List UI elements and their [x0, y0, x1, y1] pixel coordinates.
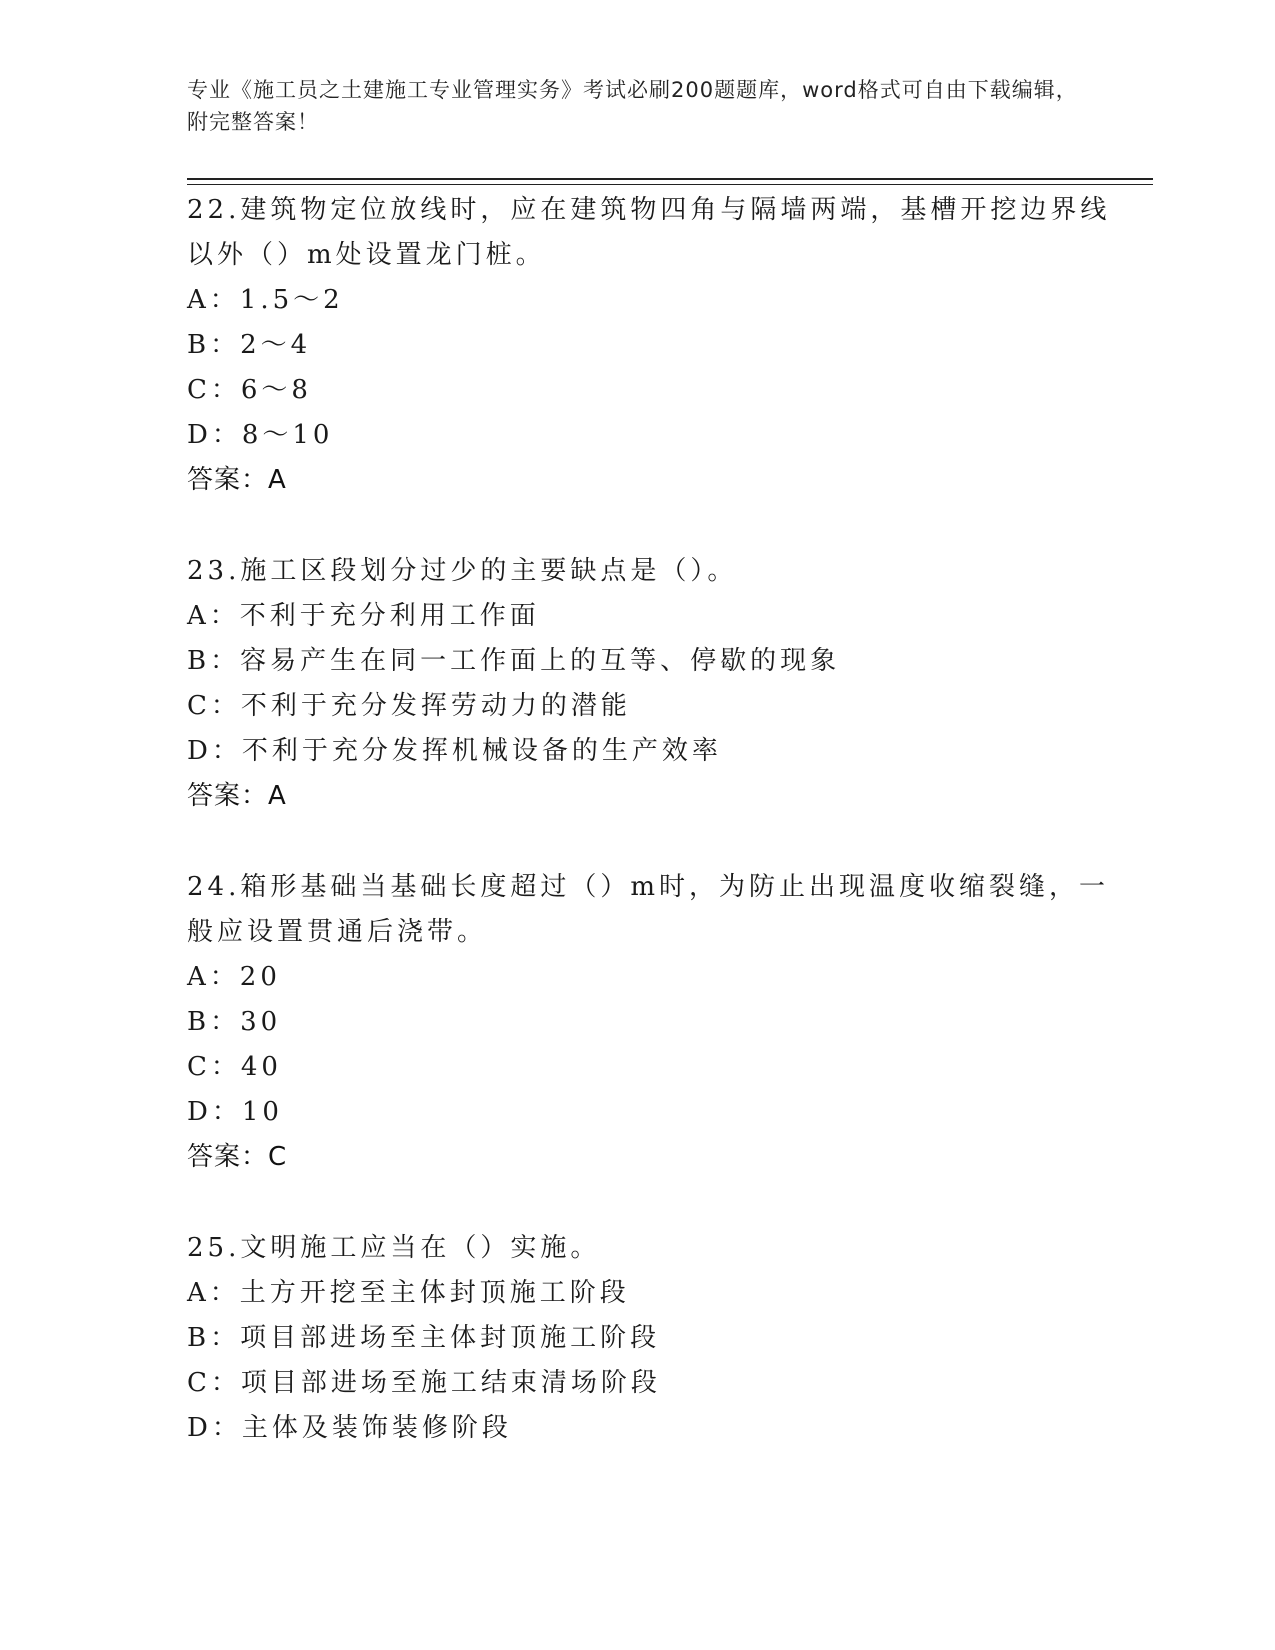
option-c: C：不利于充分发挥劳动力的潜能 [187, 691, 631, 721]
question-stem: 25.文明施工应当在（）实施。 [187, 1233, 601, 1263]
option-a: A：20 [187, 962, 281, 992]
question-gap [187, 503, 1127, 549]
option-a: A：1.5～2 [187, 285, 344, 315]
question-23 [187, 549, 1127, 819]
answer: 答案：A [187, 781, 287, 811]
question-24 [187, 865, 1127, 1180]
answer: 答案：A [187, 465, 287, 495]
option-b: B：30 [187, 1007, 282, 1037]
option-d: D：8～10 [187, 420, 334, 450]
option-d: D：不利于充分发挥机械设备的生产效率 [187, 736, 722, 766]
option-d: D：10 [187, 1097, 283, 1127]
option-c: C：项目部进场至施工结束清场阶段 [187, 1368, 661, 1398]
option-c: C：6～8 [187, 375, 312, 405]
question-list [187, 188, 1127, 1451]
answer: 答案：C [187, 1142, 288, 1172]
option-a: A：不利于充分利用工作面 [187, 601, 540, 631]
question-22 [187, 188, 1127, 503]
question-stem: 24.箱形基础当基础长度超过（）m时，为防止出现温度收缩裂缝，一般应设置贯通后浇带。 [187, 872, 1110, 947]
question-stem: 23.施工区段划分过少的主要缺点是（）。 [187, 556, 738, 586]
option-c: C：40 [187, 1052, 282, 1082]
option-a: A：土方开挖至主体封顶施工阶段 [187, 1278, 630, 1308]
header-divider-thick [187, 178, 1153, 180]
header-divider-thin [187, 184, 1153, 185]
option-b: B：项目部进场至主体封顶施工阶段 [187, 1323, 661, 1353]
question-gap [187, 819, 1127, 865]
question-stem: 22.建筑物定位放线时，应在建筑物四角与隔墙两端，基槽开挖边界线以外（）m处设置龙门桩。 [187, 195, 1111, 270]
option-b: B：2～4 [187, 330, 312, 360]
option-b: B：容易产生在同一工作面上的互等、停歇的现象 [187, 646, 841, 676]
question-gap [187, 1180, 1127, 1226]
question-25 [187, 1226, 1127, 1451]
option-d: D：主体及装饰装修阶段 [187, 1413, 512, 1443]
page-header: 专业《施工员之土建施工专业管理实务》考试必刷200题题库，word格式可自由下载编辑，附完整答案！ [187, 78, 1078, 134]
